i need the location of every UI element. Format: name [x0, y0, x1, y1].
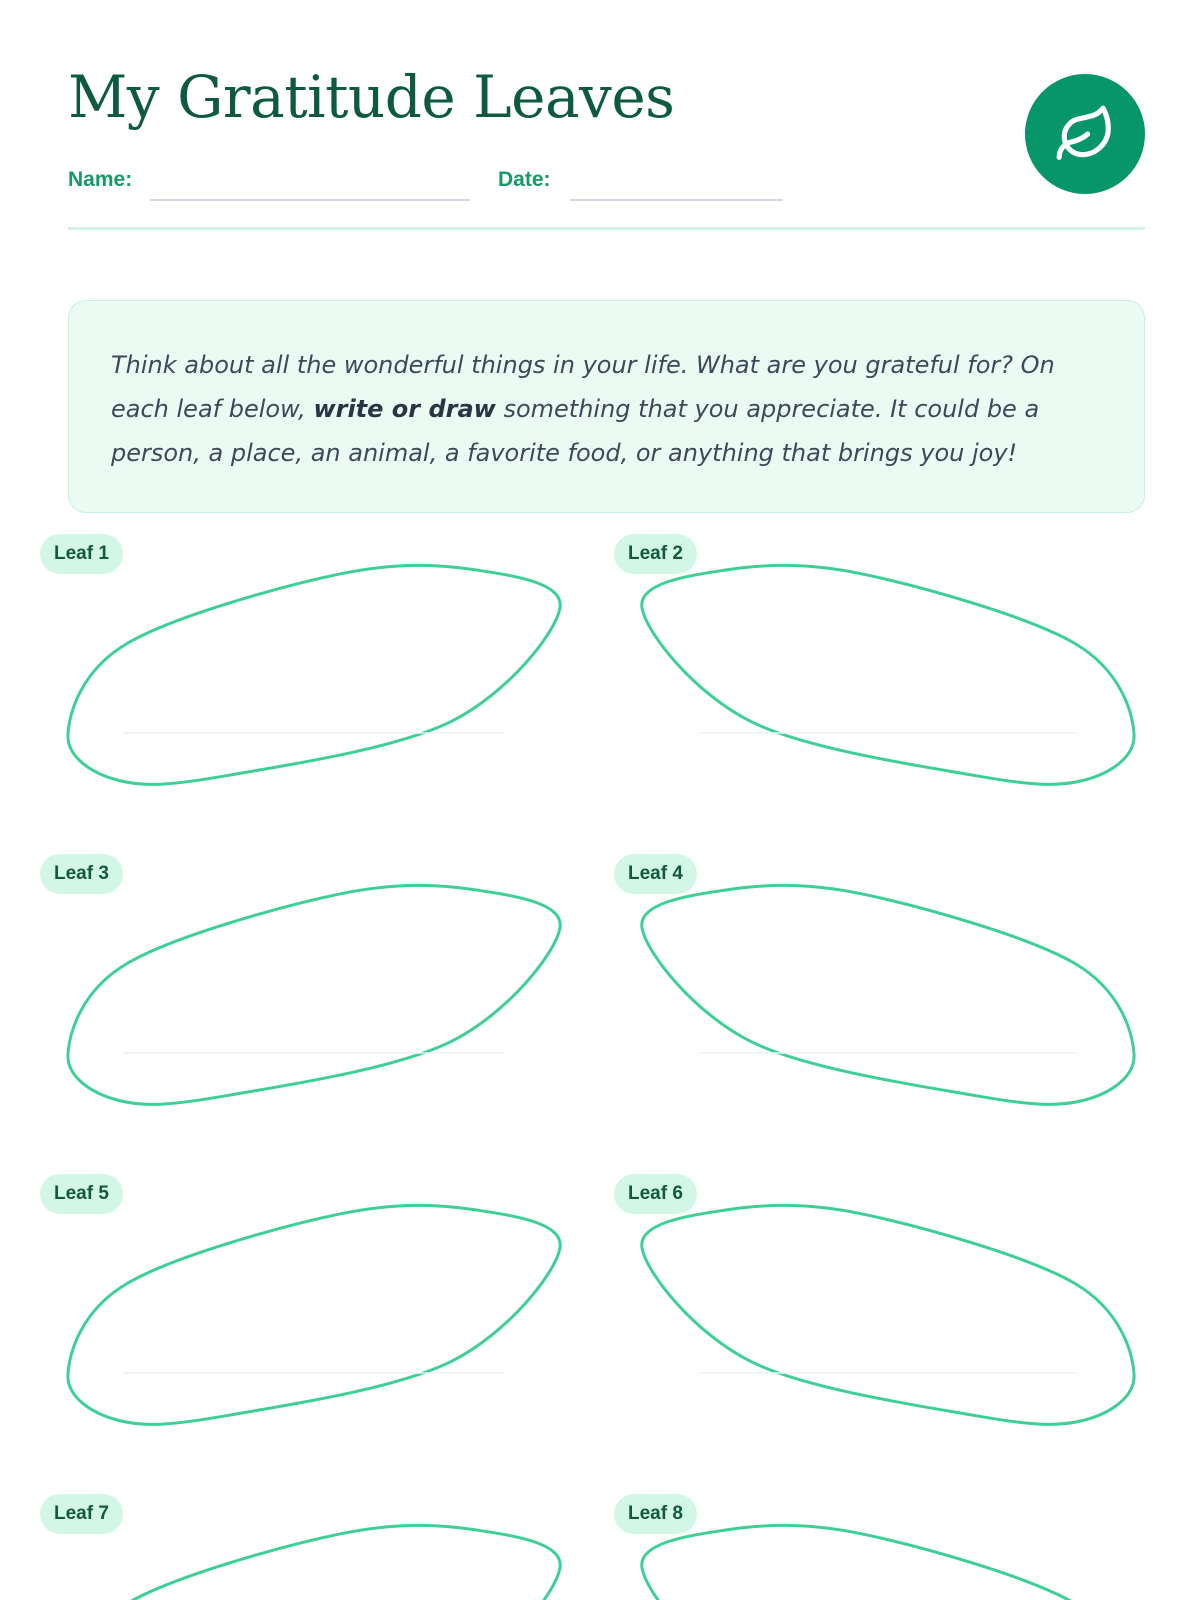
leaf-outline[interactable]	[642, 565, 1134, 784]
leaf-label: Leaf 6	[614, 1174, 697, 1214]
leaf-label: Leaf 7	[40, 1494, 123, 1534]
leaf-label: Leaf 4	[614, 854, 697, 894]
leaf-label: Leaf 3	[40, 854, 123, 894]
leaf-outline[interactable]	[68, 1205, 560, 1424]
instructions-emphasis: write or draw	[313, 395, 496, 423]
leaf-label: Leaf 5	[40, 1174, 123, 1214]
leaf-label: Leaf 2	[614, 534, 697, 574]
date-label: Date:	[498, 168, 551, 191]
leaf-outline[interactable]	[642, 1205, 1134, 1424]
leaf-outline[interactable]	[642, 885, 1134, 1104]
leaf-outline[interactable]	[68, 1525, 560, 1600]
leaf-outline[interactable]	[68, 565, 560, 784]
name-label: Name:	[68, 168, 133, 191]
page-title: My Gratitude Leaves	[68, 63, 675, 131]
leaf-label: Leaf 8	[614, 1494, 697, 1534]
leaf-label: Leaf 1	[40, 534, 123, 574]
instructions-text: Think about all the wonderful things in your life. What are you grateful for? On each leaf below, write or draw something that you appreciate. It could be a person, a place, an animal, a favorite food, or anything that brings you joy!	[111, 351, 1055, 467]
leaf-outline[interactable]	[68, 885, 560, 1104]
leaf-outline[interactable]	[642, 1525, 1134, 1600]
